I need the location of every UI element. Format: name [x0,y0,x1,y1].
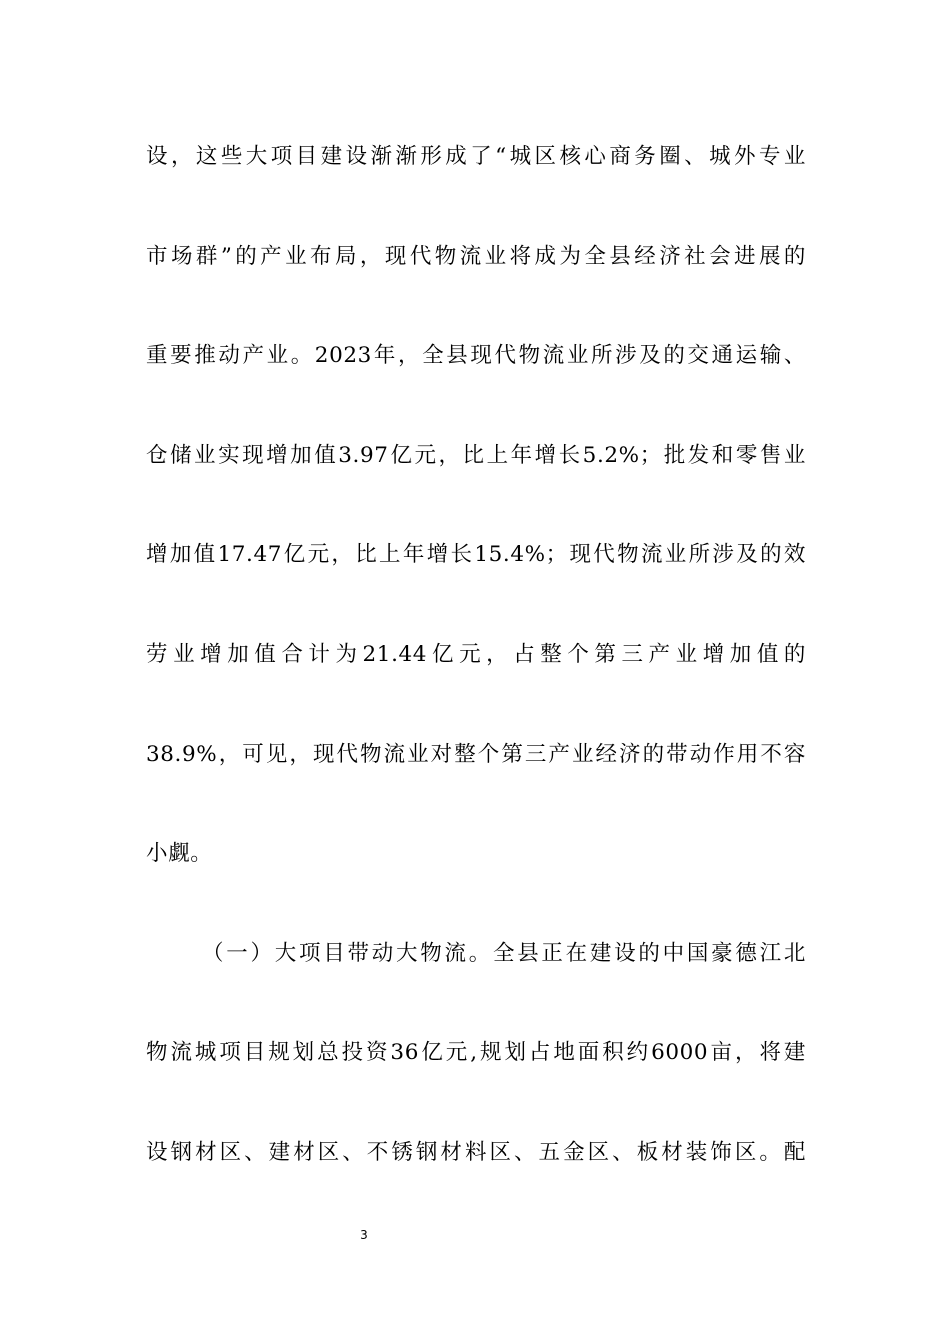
text-line-8: 小觑。 [146,841,213,867]
body-text [146,127,806,1223]
text-line-2: 市场群”的产业布局，现代物流业将成为全县经济社会进展的 [146,243,806,269]
text-line-3: 重要推动产业。2023年，全县现代物流业所涉及的交通运输、 [146,343,806,369]
text-line-7: 38.9%，可见，现代物流业对整个第三产业经济的带动作用不容 [146,741,806,767]
text-line-1: 设，这些大项目建设渐渐形成了“城区核心商务圈、城外专业 [146,144,806,169]
text-line-10: 物流城项目规划总投资36亿元,规划占地面积约6000亩，将建 [146,1040,806,1066]
text-line-6: 劳业增加值合计为21.44亿元，占整个第三产业增加值的 [146,641,806,667]
text-line-11: 设钢材区、建材区、不锈钢材料区、五金区、板材装饰区。配 [146,1139,806,1165]
text-line-5: 增加值17.47亿元，比上年增长15.4%；现代物流业所涉及的效 [146,542,806,568]
paragraph-heading-line: （一）大项目带动大物流。全县正在建设的中国豪德江北 [202,940,806,966]
text-line-4: 仓储业实现增加值3.97亿元，比上年增长5.2%；批发和零售业 [146,442,806,468]
page-number: 3 [360,1228,368,1242]
